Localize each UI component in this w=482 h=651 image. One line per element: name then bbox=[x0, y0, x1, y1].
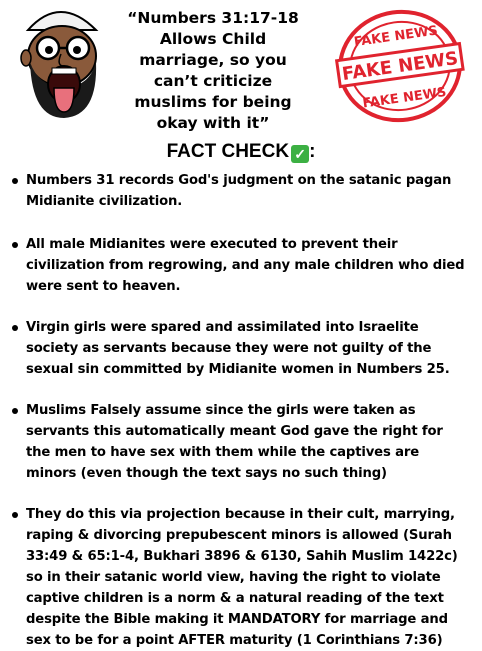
fact-points-list bbox=[10, 170, 470, 651]
list-item: All male Midianites were executed to prevent their civilization from regrowing, and any male children who died were sent to heaven. bbox=[10, 234, 470, 297]
fact-check-title: FACT CHECK bbox=[166, 141, 290, 162]
stamp-top-text: FAKE NEWS bbox=[353, 23, 439, 51]
check-mark-icon: ✓ bbox=[291, 145, 309, 163]
list-item: Muslims Falsely assume since the girls were taken as servants this automatically meant God gave the right for the men to have sex with them while the captives are minors (even though the text says no such thing) bbox=[10, 400, 470, 484]
list-item: They do this via projection because in their cult, marrying, raping & divorcing prepubescent minors is allowed (Surah 33:49 & 65:1-4, Bukhari 3896 & 6130, Sahih Muslim 1422c) so in their satanic world view, having the right to violate captive children is a norm & a natural reading of the text despite the Bible making it MANDATORY for marriage and sex to be for a point AFTER maturity (1 Corinthians 7:36) bbox=[10, 504, 470, 651]
quoted-claim: “Numbers 31:17-18 Allows Child marriage, so you can’t criticize muslims for being okay with it” bbox=[127, 9, 299, 132]
stamp-middle-text: FAKE NEWS bbox=[340, 47, 460, 86]
cartoon-face-image bbox=[6, 0, 114, 120]
fact-check-heading bbox=[0, 140, 482, 164]
list-item: Numbers 31 records God's judgment on the satanic pagan Midianite civilization. bbox=[10, 170, 470, 212]
stamp-bottom-text: FAKE NEWS bbox=[361, 84, 448, 112]
list-item: Virgin girls were spared and assimilated into Israelite society as servants because they were not guilty of the sexual sin committed by Midianite women in Numbers 25. bbox=[10, 317, 470, 380]
fake-news-stamp-icon bbox=[330, 6, 470, 126]
fact-check-suffix: : bbox=[309, 141, 316, 162]
